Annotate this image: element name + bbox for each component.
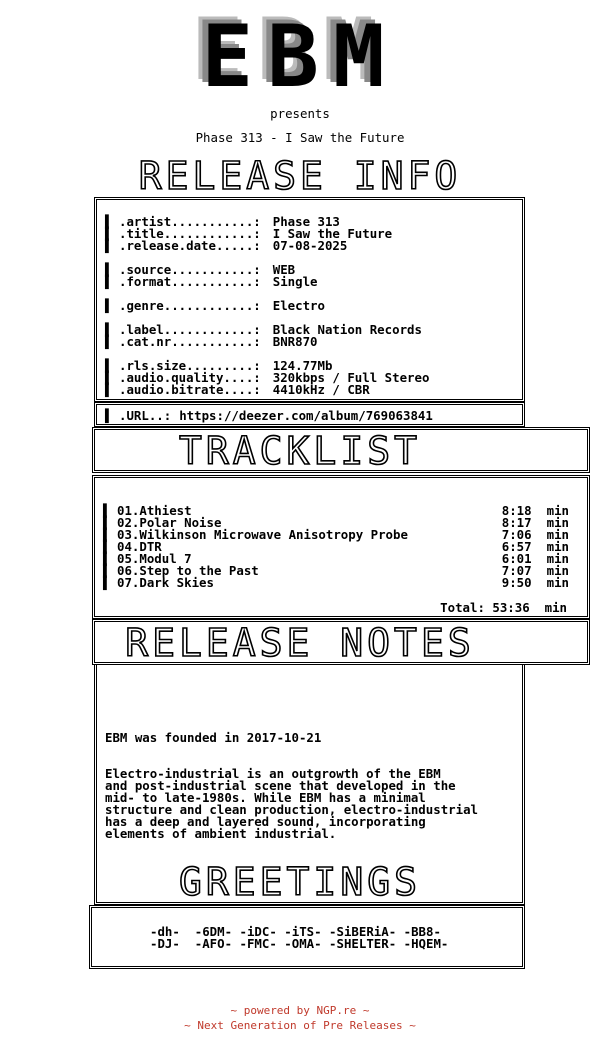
info-value: 4410kHz / CBR xyxy=(272,382,370,397)
presents-text: presents xyxy=(270,106,330,121)
info-value: 07-08-2025 xyxy=(272,238,348,253)
bullet: ▌ xyxy=(105,334,113,349)
bullet: ▌ xyxy=(103,539,111,554)
track-title: 04.DTR xyxy=(117,539,162,554)
info-group xyxy=(105,324,429,348)
release-info-box xyxy=(94,197,525,402)
track-list xyxy=(103,505,569,589)
bullet: ▌ xyxy=(105,214,113,229)
track-title: 06.Step to the Past xyxy=(117,563,259,578)
info-group xyxy=(105,216,429,252)
release-title: Phase 313 - I Saw the Future xyxy=(195,130,405,145)
track-title: 01.Athiest xyxy=(117,503,192,518)
greetings-box xyxy=(89,905,525,969)
info-key: .label............: xyxy=(119,322,261,337)
track-row xyxy=(103,577,569,589)
track-unit: min xyxy=(546,503,569,518)
ebm-logo: EBM xyxy=(201,7,399,107)
bullet: ▌ xyxy=(105,408,113,423)
track-title: 03.Wilkinson Microwave Anisotropy Probe xyxy=(117,527,408,542)
info-value: 320kbps / Full Stereo xyxy=(272,370,430,385)
info-value: I Saw the Future xyxy=(272,226,393,241)
url-box xyxy=(94,402,525,427)
tracklist-box xyxy=(92,475,590,619)
bullet: ▌ xyxy=(103,563,111,578)
track-unit: min xyxy=(546,563,569,578)
info-row xyxy=(105,384,429,396)
info-value: Phase 313 xyxy=(272,214,340,229)
info-value: BNR870 xyxy=(272,334,318,349)
bullet: ▌ xyxy=(105,370,113,385)
info-value: Electro xyxy=(272,298,325,313)
track-time: 9:50 xyxy=(501,575,532,590)
track-unit: min xyxy=(546,575,569,590)
bullet: ▌ xyxy=(105,238,113,253)
url-label: .URL..: xyxy=(119,408,172,423)
bullet: ▌ xyxy=(105,298,113,313)
track-unit: min xyxy=(546,551,569,566)
total-duration: Total: 53:36 min xyxy=(440,600,567,615)
track-unit: min xyxy=(546,515,569,530)
info-key: .format...........: xyxy=(119,274,261,289)
track-time: 8:18 xyxy=(501,503,532,518)
info-row xyxy=(105,300,429,312)
bullet: ▌ xyxy=(103,515,111,530)
track-title: 07.Dark Skies xyxy=(117,575,214,590)
release-info-heading: RELEASE INFO xyxy=(138,154,462,198)
release-notes-heading: RELEASE NOTES xyxy=(125,621,475,665)
bullet: ▌ xyxy=(103,527,111,542)
track-time: 7:07 xyxy=(501,563,532,578)
founded-text: EBM was founded in 2017-10-21 xyxy=(105,730,322,745)
next-generation-text: ~ Next Generation of Pre Releases ~ xyxy=(184,1019,416,1032)
release-info-list xyxy=(105,216,429,396)
track-time: 6:57 xyxy=(501,539,532,554)
info-row xyxy=(105,336,429,348)
info-key: .artist...........: xyxy=(119,214,261,229)
track-title: 05.Modul 7 xyxy=(117,551,192,566)
info-key: .source...........: xyxy=(119,262,261,277)
bullet: ▌ xyxy=(103,575,111,590)
info-group xyxy=(105,360,429,396)
bullet: ▌ xyxy=(105,358,113,373)
track-row xyxy=(103,529,569,541)
album-url-link[interactable]: https://deezer.com/album/769063841 xyxy=(179,408,433,423)
track-time: 8:17 xyxy=(501,515,532,530)
info-key: .rls.size.........: xyxy=(119,358,261,373)
track-unit: min xyxy=(546,539,569,554)
greetings-line-1: -dh- -6DM- -iDC- -iTS- -SiBERiA- -BB8- xyxy=(150,924,441,939)
bullet: ▌ xyxy=(105,382,113,397)
greetings-line-2: -DJ- -AFO- -FMC- -OMA- -SHELTER- -HQEM- xyxy=(150,936,449,951)
bullet: ▌ xyxy=(105,262,113,277)
info-group xyxy=(105,264,429,288)
track-unit: min xyxy=(546,527,569,542)
notes-description: Electro-industrial is an outgrowth of the EBM and post-industrial scene that developed in the mid- to late-1980s. While EBM has a minimal structure and clean production, electro-industrial has a deep and layered sound, incorporating elements of ambient industrial. xyxy=(105,766,478,841)
info-key: .cat.nr...........: xyxy=(119,334,261,349)
info-key: .release.date.....: xyxy=(119,238,261,253)
track-time: 6:01 xyxy=(501,551,532,566)
info-key: .genre............: xyxy=(119,298,261,313)
bullet: ▌ xyxy=(105,322,113,337)
bullet: ▌ xyxy=(105,226,113,241)
greetings-heading: GREETINGS xyxy=(179,860,421,904)
info-group xyxy=(105,300,429,312)
info-value: Black Nation Records xyxy=(272,322,422,337)
info-key: .audio.quality....: xyxy=(119,370,261,385)
info-value: WEB xyxy=(272,262,296,277)
powered-by-text: ~ powered by NGP.re ~ xyxy=(230,1004,370,1017)
bullet: ▌ xyxy=(103,503,111,518)
bullet: ▌ xyxy=(103,551,111,566)
bullet: ▌ xyxy=(105,274,113,289)
info-key: .title............: xyxy=(119,226,261,241)
info-value: 124.77Mb xyxy=(272,358,333,373)
tracklist-heading: TRACKLIST xyxy=(179,429,421,473)
track-title: 02.Polar Noise xyxy=(117,515,222,530)
info-key: .audio.bitrate....: xyxy=(119,382,261,397)
info-row xyxy=(105,240,429,252)
track-time: 7:06 xyxy=(501,527,532,542)
info-row xyxy=(105,276,429,288)
info-value: Single xyxy=(272,274,318,289)
